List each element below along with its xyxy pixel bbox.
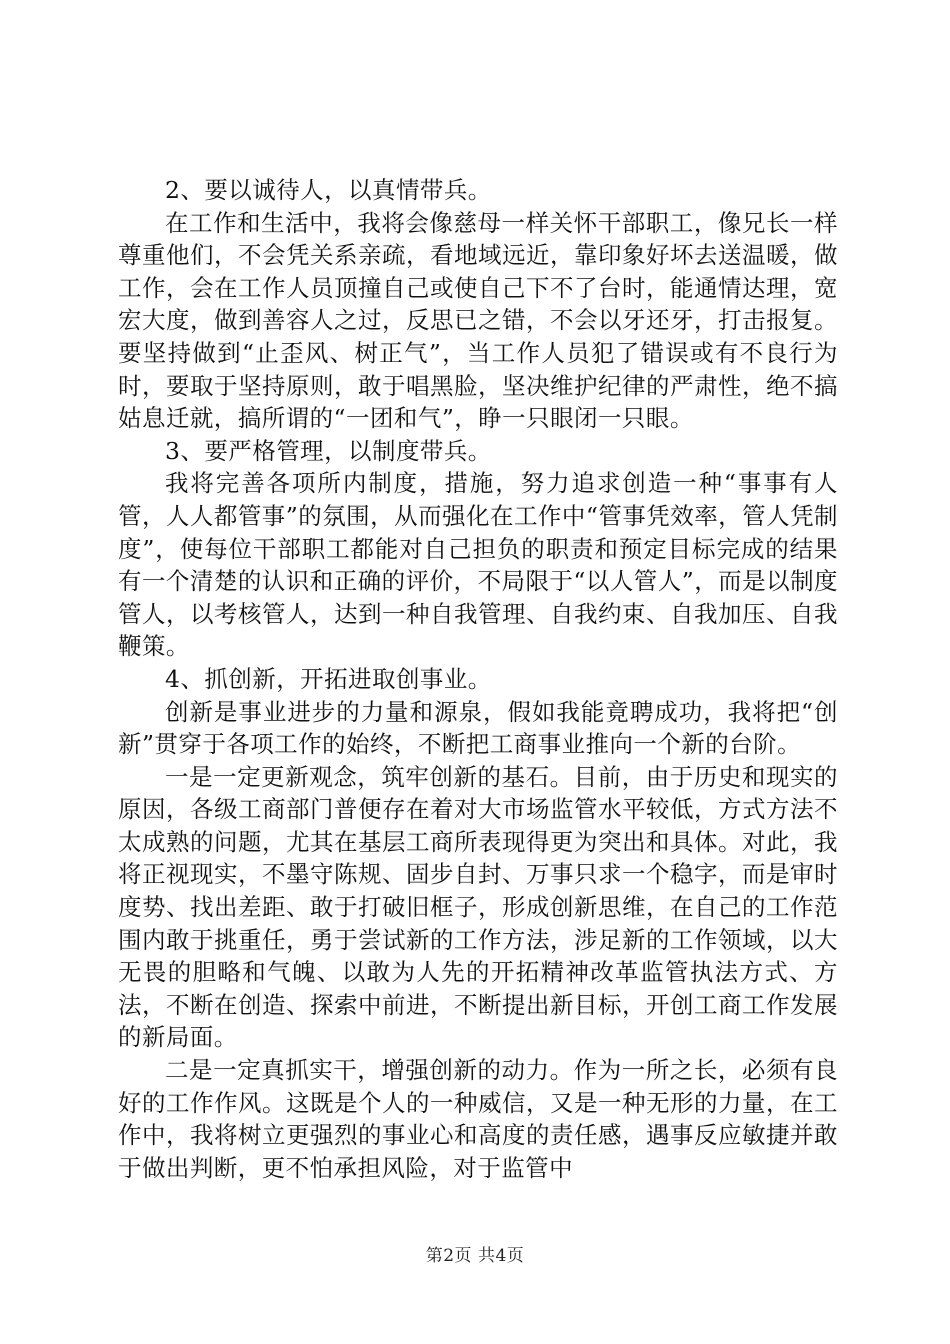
- body-paragraph: 在工作和生活中，我将会像慈母一样关怀干部职工，像兄长一样尊重他们，不会凭关系亲疏，看地域远近，靠印象好坏去送温暖，做工作，会在工作人员顶撞自己或使自己下不了台时，能通情达理，宽宏大度，做到善容人之过，反思已之错，不会以牙还牙，打击报复。要坚持做到“止歪风、树正气”，当工作人员犯了错误或有不良行为时，要取于坚持原则，敢于唱黑脸，坚决维护纪律的严肃性，绝不搞姑息迁就，搞所谓的“一团和气”，睁一只眼闭一只眼。: [118, 208, 838, 433]
- section-heading-2: 2、要以诚待人，以真情带兵。: [165, 176, 492, 204]
- section-heading-4: 4、抓创新，开拓进取创事业。: [165, 664, 492, 693]
- page-number-footer: 第2页 共4页: [425, 1246, 525, 1266]
- document-body: [118, 174, 838, 1184]
- section-heading-3: 3、要严格管理，以制度带兵。: [165, 436, 492, 465]
- body-paragraph: 创新是事业进步的力量和源泉，假如我能竟聘成功，我将把“创新”贯穿于各项工作的始终，不断把工商事业推向一个新的台阶。: [118, 697, 838, 759]
- body-paragraph: 二是一定真抓实干，增强创新的动力。作为一所之长，必须有良好的工作作风。这既是个人的一种威信，又是一种无形的力量，在工作中，我将树立更强烈的事业心和高度的责任感，遇事反应敏捷并敢于做出判断，更不怕承担风险，对于监管中: [118, 1056, 838, 1182]
- body-paragraph: 一是一定更新观念，筑牢创新的基石。目前，由于历史和现实的原因，各级工商部门普便存在着对大市场监管水平较低，方式方法不太成熟的问题，尤其在基层工商所表现得更为突出和具体。对此，我将正视现实，不墨守陈规、固步自封、万事只求一个稳字，而是审时度势、找出差距、敢于打破旧框子，形成创新思维，在自己的工作范围内敢于挑重任，勇于尝试新的工作方法，涉足新的工作领域，以大无畏的胆略和气魄、以敢为人先的开拓精神改革监管执法方式、方法，不断在创造、探索中前进，不断提出新目标，开创工商工作发展的新局面。: [118, 762, 838, 1052]
- body-paragraph: 我将完善各项所内制度，措施，努力追求创造一种“事事有人管，人人都管事”的氛围，从而强化在工作中“管事凭效率，管人凭制度”，使每位干部职工都能对自己担负的职责和预定目标完成的结果有一个清楚的认识和正确的评价，不局限于“以人管人”，而是以制度管人，以考核管人，达到一种自我管理、自我约束、自我加压、自我鞭策。: [118, 469, 838, 661]
